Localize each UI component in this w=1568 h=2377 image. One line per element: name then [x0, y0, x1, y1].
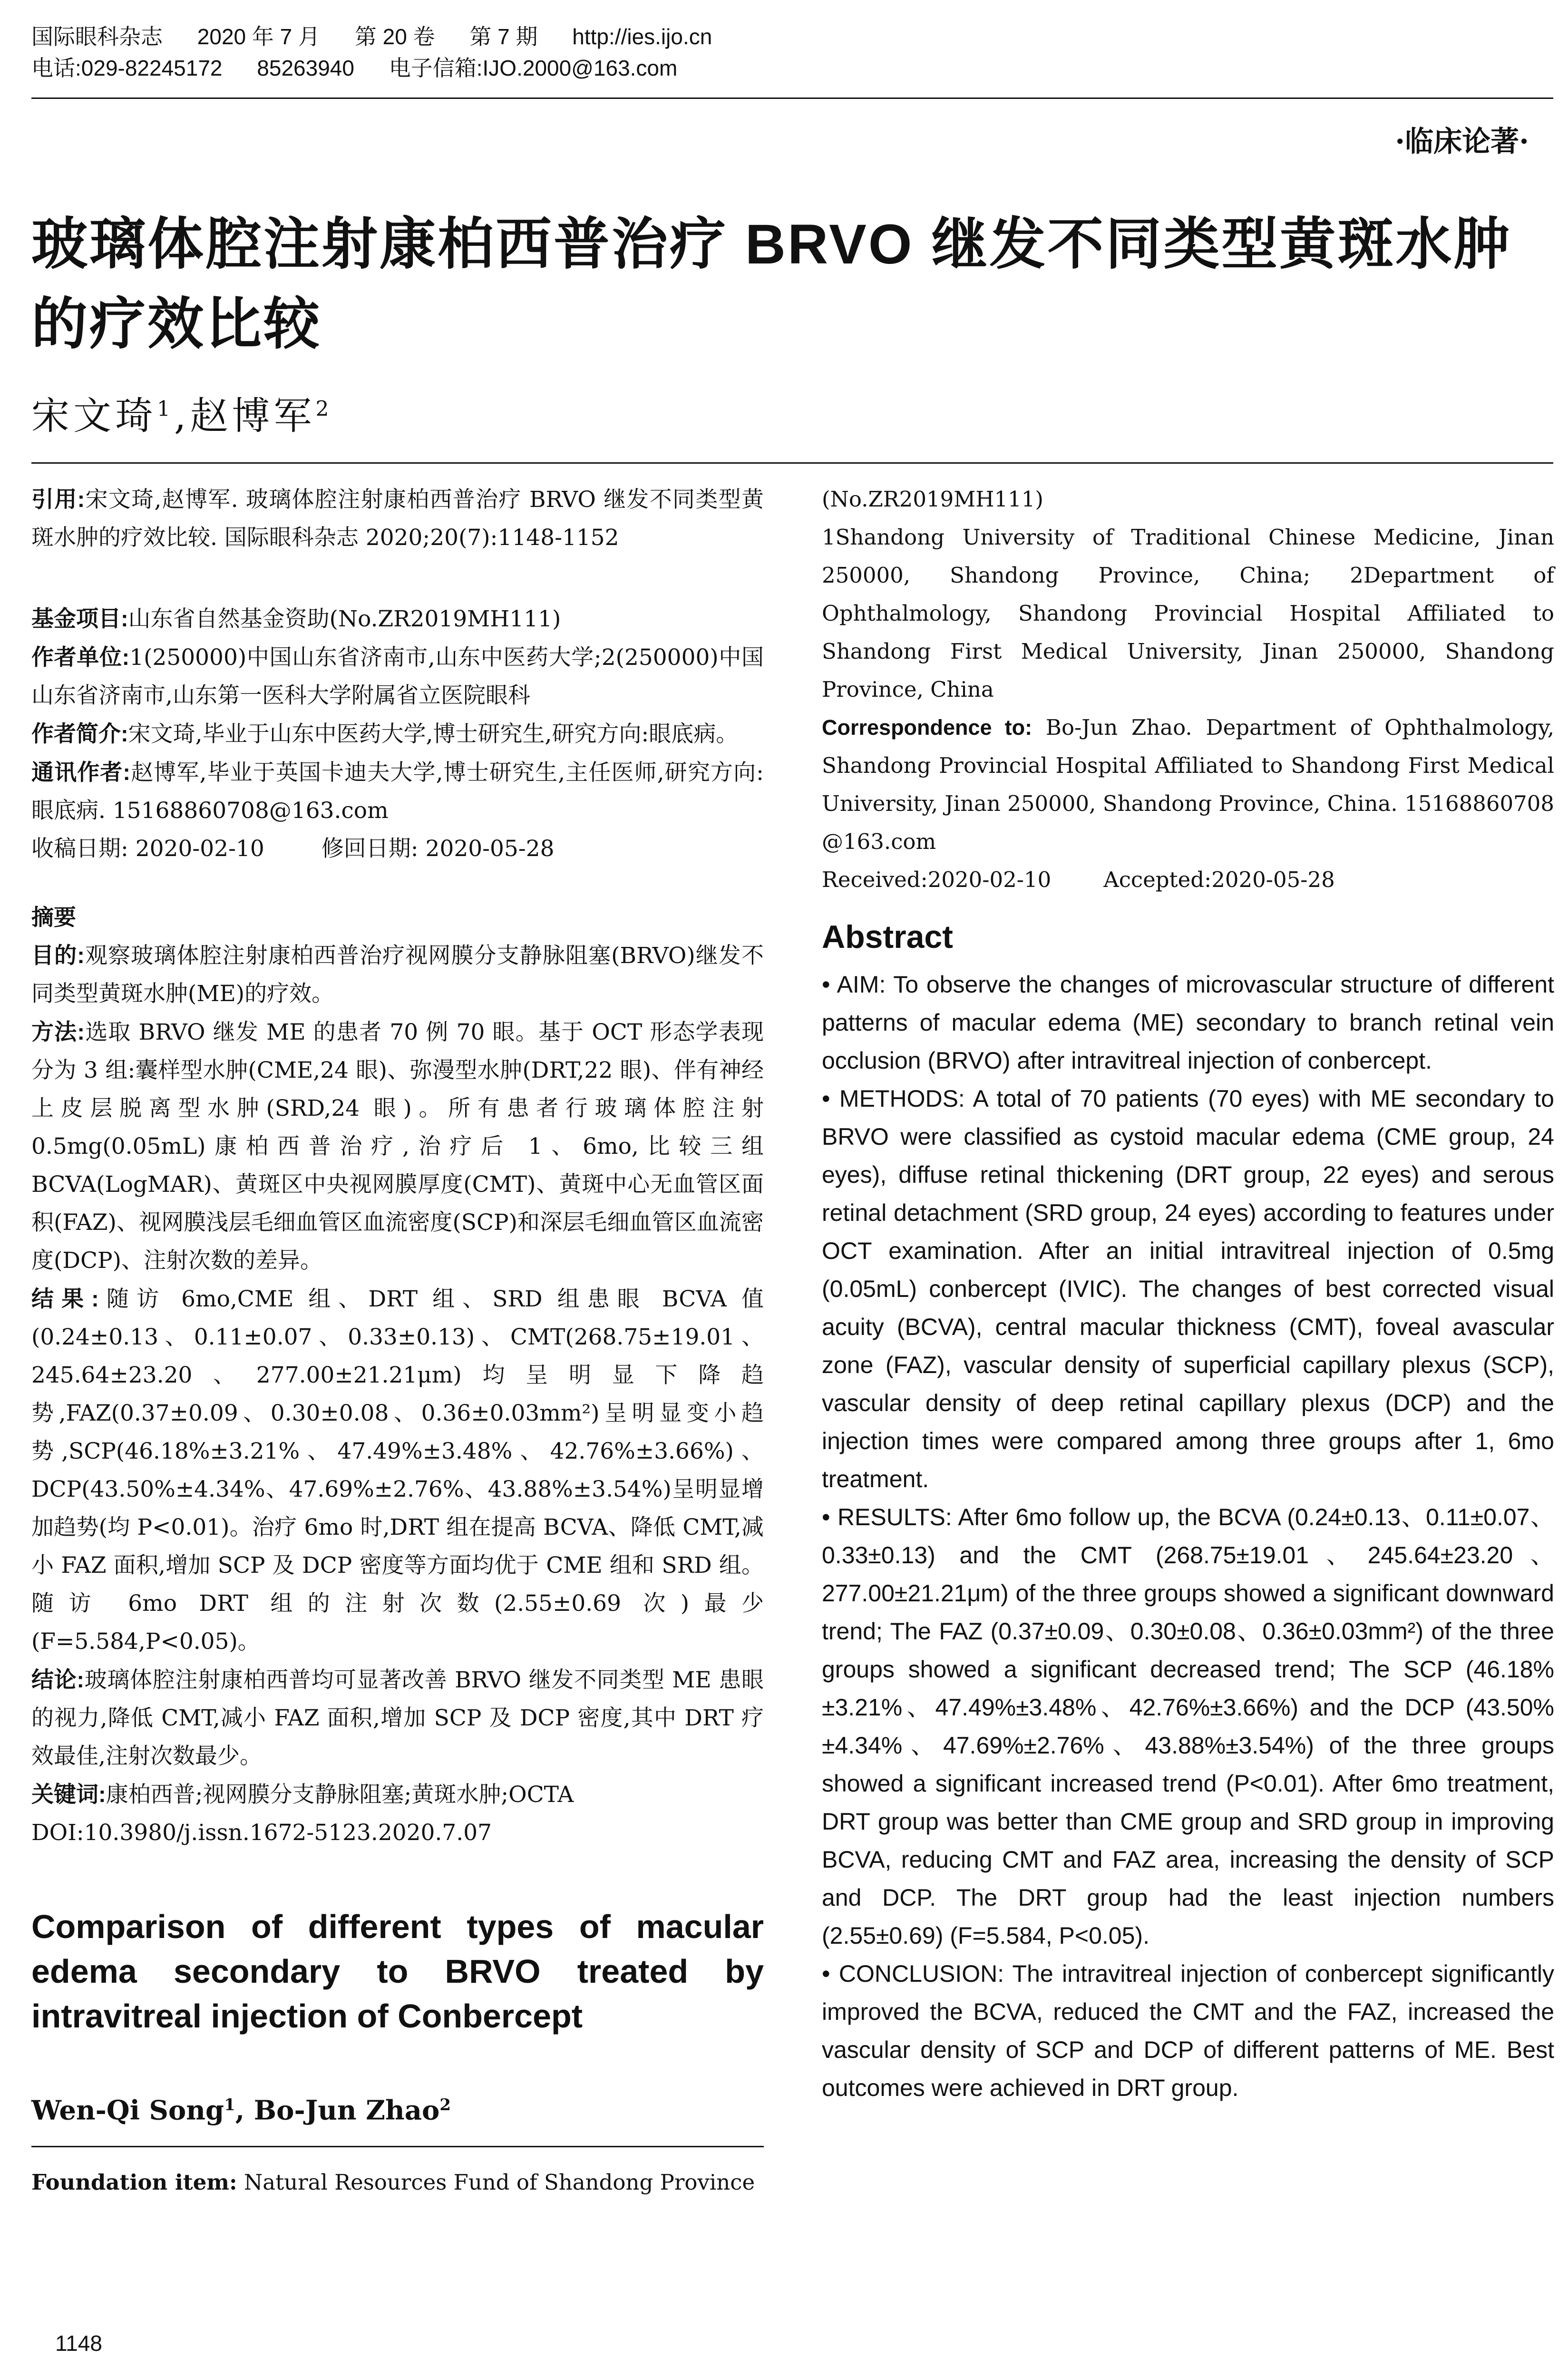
- fund-label: 基金项目:: [31, 606, 128, 631]
- affiliation: [31, 638, 764, 715]
- affiliation-en: 1Shandong University of Traditional Chinese Medicine, Jinan 250000, Shandong Province, China; 2Department of Ophthalmology, Shandong Provincial Hospital Affiliated to Shandong First Medical University, Jinan 250000, Shandong Province, China: [822, 525, 1554, 702]
- journal-header-line2: [31, 52, 1553, 84]
- section-tag: ·临床论著·: [1395, 125, 1529, 158]
- keywords-cn: [31, 1775, 764, 1814]
- abstract-label-cn: 摘要: [31, 905, 76, 930]
- objective-label: 目的:: [31, 943, 85, 968]
- objective-cn: [31, 936, 764, 1013]
- fund-text: 山东省自然基金资助(No.ZR2019MH111): [128, 606, 561, 632]
- conclusion-cn: [31, 1661, 764, 1775]
- authors-cn: [31, 385, 332, 440]
- title-divider: [31, 462, 1553, 464]
- objective-text: 观察玻璃体腔注射康柏西普治疗视网膜分支静脉阻塞(BRVO)继发不同类型黄斑水肿(ME)的疗效。: [31, 943, 764, 1007]
- received-date-en: Received:2020-02-10: [822, 867, 1052, 892]
- header-divider: [31, 97, 1553, 99]
- journal-header: [31, 21, 1553, 84]
- author-separator: ,: [174, 394, 190, 438]
- conclusion-en-label: CONCLUSION:: [838, 1960, 1004, 1987]
- results-text: 随访 6mo,CME 组、DRT 组、SRD 组患眼 BCVA 值(0.24±0.13、0.11±0.07、0.33±0.13)、CMT(268.75±19.01、245.64±23.20、277.00±21.21μm)均呈明显下降趋势,FAZ(0.37±0.09、0.30±0.08、0.36±0.03mm²)呈明显变小趋势,SCP(46.18%±3.21%、47.49%±3.48%、42.76%±3.66%)、DCP(43.50%±4.34%、47.69%±2.76%、43.88%±3.54%)呈明显增加趋势(均 P<0.01)。治疗 6mo 时,DRT 组在提高 BCVA、降低 CMT,减小 FAZ 面积,增加 SCP 及 DCP 密度等方面均优于 CME 组和 SRD 组。随访 6mo DRT 组的注射次数(2.55±0.69 次)最少(F=5.584,P<0.05)。: [31, 1286, 764, 1655]
- citation-text: 宋文琦,赵博军. 玻璃体腔注射康柏西普治疗 BRVO 继发不同类型黄斑水肿的疗效比较. 国际眼科杂志 2020;20(7):1148-1152: [31, 487, 764, 551]
- corresponding-author: [31, 753, 764, 830]
- author-bio-label: 作者简介:: [31, 721, 128, 746]
- accepted-date-en: Accepted:2020-05-28: [1103, 867, 1335, 892]
- results-cn: [31, 1280, 764, 1661]
- corresponding-label: 通讯作者:: [31, 760, 131, 785]
- author-bio-text: 宋文琦,毕业于山东中医药大学,博士研究生,研究方向:眼底病。: [128, 721, 739, 747]
- methods-cn: [31, 1013, 764, 1280]
- right-column: [822, 480, 1554, 2107]
- journal-phone: 电话:029-82245172: [31, 56, 223, 80]
- aim-text: To observe the changes of microvascular structure of different patterns of macular edema (ME) secondary to branch retinal vein occlusion (BRVO) after intravitreal injection of conbercept.: [822, 971, 1554, 1074]
- methods-text: 选取 BRVO 继发 ME 的患者 70 例 70 眼。基于 OCT 形态学表现分为 3 组:囊样型水肿(CME,24 眼)、弥漫型水肿(DRT,22 眼)、伴有神经上皮层脱离型水肿(SRD,24 眼)。所有患者行玻璃体腔注射 0.5mg(0.05mL)康柏西普治疗,治疗后 1、6mo,比较三组 BCVA(LogMAR)、黄斑区中央视网膜厚度(CMT)、黄斑中心无血管区面积(FAZ)、视网膜浅层毛细血管区血流密度(SCP)和深层毛细血管区血流密度(DCP)、注射次数的差异。: [31, 1019, 764, 1274]
- results-en-label: RESULTS:: [837, 1504, 952, 1530]
- english-title: Comparison of different types of macular edema secondary to BRVO treated by intravitreal injection of Conbercept: [31, 1908, 764, 2035]
- conclusion-en: • CONCLUSION: The intravitreal injection of conbercept significantly improved the BCVA, reduced the CMT and the FAZ, increased the vascular density of SCP and DCP of different patterns of ME. Best outcomes were achieved in DRT group.: [822, 1960, 1554, 2101]
- affiliation-label: 作者单位:: [31, 644, 130, 670]
- methods-en: • METHODS: A total of 70 patients (70 eyes) with ME secondary to BRVO were classified as cystoid macular edema (CME group, 24 eyes), diffuse retinal thickening (DRT group, 22 eyes) and serous retinal detachment (SRD group, 24 eyes) according to features under OCT examination. After an initial intravitreal injection of 0.5mg (0.05mL) conbercept (IVIC). The changes of best corrected visual acuity (BCVA), central macular thickness (CMT), foveal avascular zone (FAZ), vascular density of superficial capillary plexus (SCP), vascular density of deep retinal capillary plexus (DCP) and the injection times were compared among three groups after 1, 6mo treatment.: [822, 1085, 1554, 1492]
- keywords-text: 康柏西普;视网膜分支静脉阻塞;黄斑水肿;OCTA: [106, 1782, 574, 1808]
- author-affil-sup: 1: [157, 397, 174, 421]
- aim-en: • AIM: To observe the changes of microvascular structure of different patterns of macular edema (ME) secondary to branch retinal vein occlusion (BRVO) after intravitreal injection of conbercept.: [822, 971, 1554, 1074]
- foundation-continued: (No.ZR2019MH111): [822, 487, 1043, 512]
- english-author-name: Wen-Qi Song: [31, 2094, 224, 2126]
- journal-phone2: 85263940: [257, 56, 354, 80]
- english-author-sup: 1: [224, 2095, 235, 2114]
- citation: [31, 480, 764, 557]
- journal-date: 2020 年 7 月: [197, 24, 321, 49]
- english-author-sup: 2: [439, 2095, 451, 2114]
- aim-label: AIM:: [837, 971, 886, 998]
- author-name: 宋文琦: [31, 394, 157, 438]
- results-en-text: After 6mo follow up, the BCVA (0.24±0.13、0.11±0.07、0.33±0.13) and the CMT (268.75±19.01、245.64±23.20、277.00±21.21μm) of the three groups showed a significant downward trend; The FAZ (0.37±0.09、0.30±0.08、0.36±0.03mm²) of the three groups showed a significant decreased trend; The SCP (46.18%±3.21%、47.49%±3.48%、42.76%±3.66%) and the DCP (43.50%±4.34%、47.69%±2.76%、43.88%±3.54%) of the three groups showed a significant increased trend (P<0.01). After 6mo treatment, DRT group was better than CME group and SRD group in improving BCVA, reducing CMT and FAZ area, increasing the density of SCP and DCP. The DRT group had the least injection numbers (2.55±0.69) (F=5.584, P<0.05).: [822, 1504, 1554, 1949]
- journal-email[interactable]: 电子信箱:IJO.2000@163.com: [389, 56, 678, 80]
- correspondence-en: [822, 709, 1554, 861]
- foundation-en: [31, 2163, 764, 2202]
- foundation-text: Natural Resources Fund of Shandong Province: [243, 2169, 755, 2195]
- correspondence-label: Correspondence to:: [822, 715, 1032, 740]
- journal-volume: 第 20 卷: [354, 24, 435, 49]
- corresponding-text: 赵博军,毕业于英国卡迪夫大学,博士研究生,主任医师,研究方向:眼底病. 15168860708@163.com: [31, 760, 764, 824]
- citation-label: 引用:: [31, 487, 85, 512]
- journal-url[interactable]: http://ies.ijo.cn: [572, 24, 712, 49]
- results-en: • RESULTS: After 6mo follow up, the BCVA (0.24±0.13、0.11±0.07、0.33±0.13) and the CMT (268.75±19.01、245.64±23.20、277.00±21.21μm) of the three groups showed a significant downward trend; The FAZ (0.37±0.09、0.30±0.08、0.36±0.03mm²) of the three groups showed a significant decreased trend; The SCP (46.18%±3.21%、47.49%±3.48%、42.76%±3.66%) and the DCP (43.50%±4.34%、47.69%±2.76%、43.88%±3.54%) of the three groups showed a significant increased trend (P<0.01). After 6mo treatment, DRT group was better than CME group and SRD group in improving BCVA, reducing CMT and FAZ area, increasing the density of SCP and DCP. The DRT group had the least injection numbers (2.55±0.69) (F=5.584, P<0.05).: [822, 1504, 1554, 1949]
- page-number: 1148: [55, 2331, 102, 2356]
- correspondence-text: Bo-Jun Zhao. Department of Ophthalmology, Shandong Provincial Hospital Affiliated to Shandong First Medical University, Jinan 250000, Shandong Province, China. 15168860708 @163.com: [822, 715, 1554, 854]
- conclusion-en-text: The intravitreal injection of conbercept significantly improved the BCVA, reduced the CMT and the FAZ, increased the vascular density of SCP and DCP of different patterns of ME. Best outcomes were achieved in DRT group.: [822, 1960, 1554, 2101]
- revised-date-cn: 修回日期: 2020-05-28: [321, 836, 555, 862]
- english-author-name: Bo-Jun Zhao: [253, 2094, 440, 2126]
- doi[interactable]: DOI:10.3980/j.issn.1672-5123.2020.7.07: [31, 1820, 492, 1846]
- results-label: 结果:: [31, 1286, 99, 1311]
- keywords-label: 关键词:: [31, 1782, 106, 1807]
- received-date-cn: 收稿日期: 2020-02-10: [31, 836, 264, 862]
- foundation-label: Foundation item:: [31, 2169, 237, 2195]
- author-name: 赵博军: [190, 394, 316, 438]
- dates-en: [822, 861, 1554, 899]
- conclusion-text: 玻璃体腔注射康柏西普均可显著改善 BRVO 继发不同类型 ME 患眼的视力,降低 CMT,减小 FAZ 面积,增加 SCP 及 DCP 密度,其中 DRT 疗效最佳,注射次数最少。: [31, 1667, 764, 1769]
- author-bio: [31, 715, 764, 753]
- conclusion-label: 结论:: [31, 1667, 85, 1692]
- author-affil-sup: 2: [315, 397, 333, 421]
- journal-name: 国际眼科杂志: [31, 24, 163, 49]
- fund: [31, 600, 764, 638]
- methods-en-text: A total of 70 patients (70 eyes) with ME secondary to BRVO were classified as cystoid macular edema (CME group, 24 eyes), diffuse retinal thickening (DRT group, 22 eyes) and serous retinal detachment (SRD group, 24 eyes) according to features under OCT examination. After an initial intravitreal injection of 0.5mg (0.05mL) conbercept (IVIC). The changes of best corrected visual acuity (BCVA), central macular thickness (CMT), foveal avascular zone (FAZ), vascular density of superficial capillary plexus (SCP), vascular density of deep retinal capillary plexus (DCP) and the injection times were compared among three groups after 1, 6mo treatment.: [822, 1085, 1554, 1492]
- methods-en-label: METHODS:: [839, 1085, 965, 1112]
- affiliation-text: 1(250000)中国山东省济南市,山东中医药大学;2(250000)中国山东省济南市,山东第一医科大学附属省立医院眼科: [31, 644, 764, 709]
- left-column: [31, 480, 764, 2202]
- dates-cn: [31, 830, 764, 868]
- english-author-separator: ,: [235, 2094, 254, 2126]
- page-title: 玻璃体腔注射康柏西普治疗 BRVO 继发不同类型黄斑水肿的疗效比较: [31, 213, 1512, 356]
- abstract-heading: Abstract: [822, 919, 953, 955]
- english-authors-divider: [31, 2146, 764, 2147]
- english-authors: [31, 2086, 764, 2130]
- methods-label: 方法:: [31, 1019, 85, 1044]
- journal-issue: 第 7 期: [469, 24, 538, 49]
- journal-header-line1: [31, 21, 1553, 52]
